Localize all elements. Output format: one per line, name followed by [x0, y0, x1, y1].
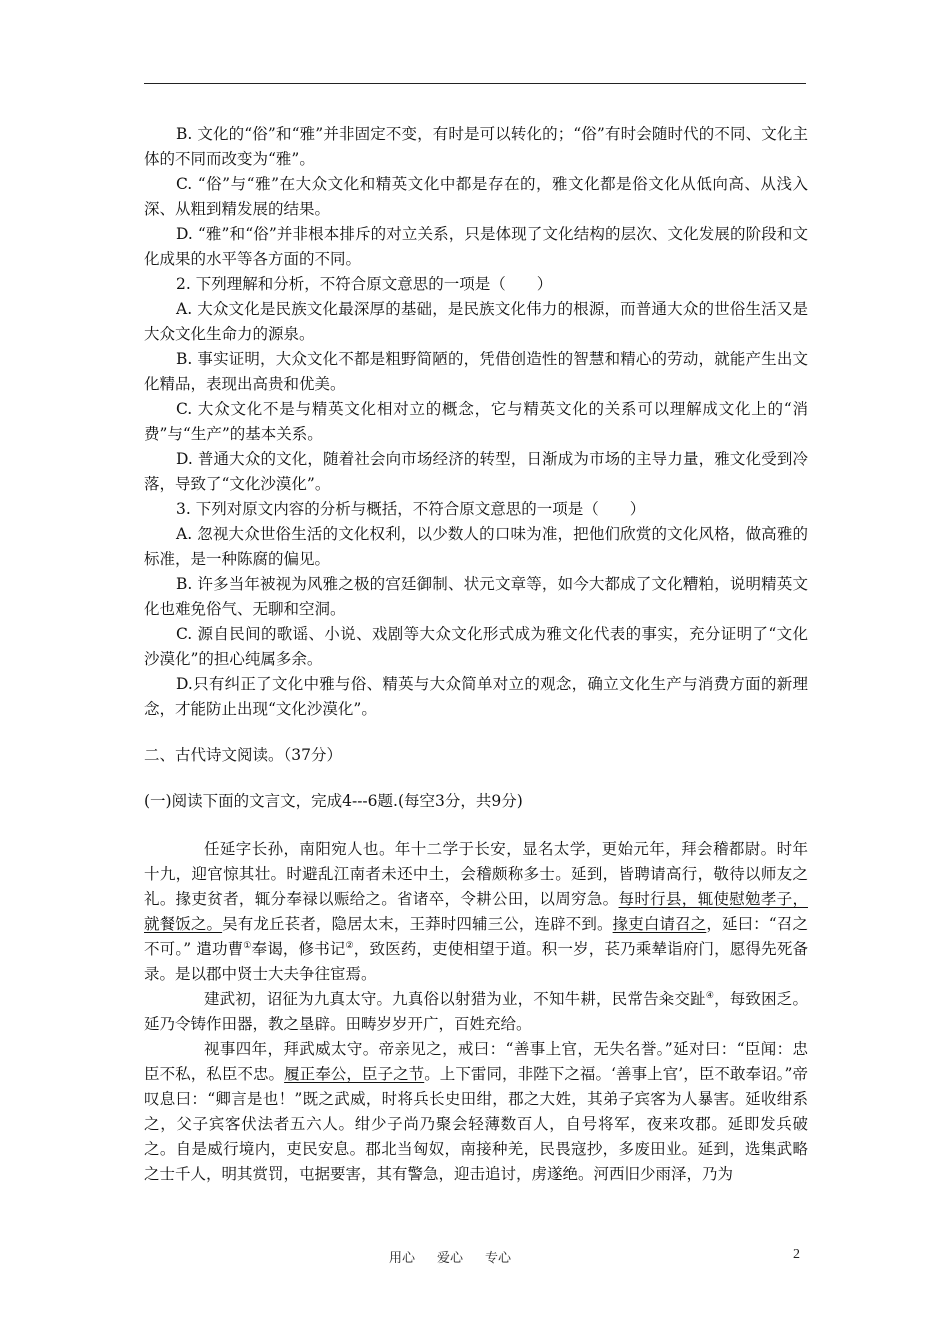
q2-option-c: C. 大众文化不是与精英文化相对立的概念，它与精英文化的关系可以理解成文化上的“消费”与“生产”的基本关系。: [144, 400, 808, 443]
q1-option-c: C. “俗”与“雅”在大众文化和精英文化中都是存在的，雅文化都是俗文化从低向高、从浅入深、从粗到精发展的结果。: [144, 175, 808, 218]
footnote-marker: ②: [345, 940, 354, 951]
underlined-sentence-3: 履正奉公，臣子之节: [284, 1065, 425, 1083]
q3-option-a: A. 忽视大众世俗生活的文化权利，以少数人的口味为准，把他们欣赏的文化风格，做高雅的标准，是一种陈腐的偏见。: [144, 525, 808, 568]
passage-paragraph-2: [144, 987, 808, 1037]
passage-text: 吴有龙丘苌者，隐居太末，王莽时四辅三公，连辟不到。: [222, 915, 613, 933]
motto-word: 用心: [389, 1251, 416, 1266]
passage-text: 视事四年，拜武威太守。帝亲见之，戒曰：“善事上官，无失名誉。”延对曰：“臣闻：忠臣不私，私臣不忠。: [144, 1040, 808, 1083]
q1-option-d: D. “雅”和“俗”并非根本排斥的对立关系，只是体现了文化结构的层次、文化发展的阶段和文化成果的水平等各方面的不同。: [144, 225, 808, 268]
passage-paragraph-3: [144, 1037, 808, 1187]
section-instruction: (一)阅读下面的文言文，完成4---6题.(每空3分，共9分): [144, 792, 523, 810]
passage-text: ，每致困乏。延乃令铸作田器，教之垦辟。田畴岁岁开广，百姓充给。: [144, 990, 808, 1033]
underlined-sentence-2: 掾吏白请召之: [612, 915, 707, 933]
passage-paragraph-1: [144, 837, 808, 987]
motto-word: 爱心: [437, 1251, 464, 1266]
footnote-marker: ④: [705, 990, 715, 1001]
underlined-sentence-1: 每时行县，辄使慰勉孝子，就餐饭之。: [144, 890, 808, 933]
q3-option-b: B. 许多当年被视为风雅之极的宫廷御制、状元文章等，如今大都成了文化糟粕，说明精英文化也难免俗气、无聊和空洞。: [144, 575, 808, 618]
section-title: 二、古代诗文阅读。（37分）: [144, 746, 342, 764]
q2-stem: 2. 下列理解和分析，不符合原文意思的一项是（ ）: [176, 275, 553, 293]
passage-text: 。上下雷同，非陛下之福。‘善事上官’，臣不敢奉诏。”帝叹息曰：“卿言是也！”既之武威，时将兵长史田绀，郡之大姓，其弟子宾客为人暴害。延收绀系之，父子宾客伏法者五六人。绀少子尚乃聚会轻薄数百人，自号将军，夜来攻郡。延即发兵破之。自是威行境内，吏民安息。郡北当匈奴，南接种羌，民畏寇抄，多废田业。延到，选集武略之士千人，明其赏罚，屯据要害，其有警急，迎击追讨，虏遂绝。河西旧少雨泽，乃为: [144, 1065, 808, 1183]
classical-passage: [144, 837, 808, 1187]
footer-motto: [389, 1247, 533, 1266]
q3-stem: 3. 下列对原文内容的分析与概括，不符合原文意思的一项是（ ）: [176, 500, 646, 518]
motto-word: 专心: [485, 1251, 512, 1266]
passage-text: ，延曰：“召之不可。” 遣功曹: [144, 915, 808, 958]
q2-option-d: D. 普通大众的文化，随着社会向市场经济的转型，日渐成为市场的主导力量，雅文化受到冷落，导致了“文化沙漠化”。: [144, 450, 808, 493]
page-content: [144, 122, 808, 1187]
passage-text: 奉谒，修书记: [251, 940, 346, 958]
q3-option-d: D.只有纠正了文化中雅与俗、精英与大众简单对立的观念，确立文化生产与消费方面的新理念，才能防止出现“文化沙漠化”。: [144, 675, 808, 718]
q3-option-c: C. 源自民间的歌谣、小说、戏剧等大众文化形式成为雅文化代表的事实，充分证明了“文化沙漠化”的担心纯属多余。: [144, 625, 808, 668]
q2-option-b: B. 事实证明，大众文化不都是粗野简陋的，凭借创造性的智慧和精心的劳动，就能产生出文化精品，表现出高贵和优美。: [144, 350, 808, 393]
q2-option-a: A. 大众文化是民族文化最深厚的基础，是民族文化伟力的根源，而普通大众的世俗生活又是大众文化生命力的源泉。: [144, 300, 808, 343]
passage-text: 建武初，诏征为九真太守。九真俗以射猎为业，不知牛耕，民常告籴交趾: [204, 990, 706, 1008]
passage-text: 任延字长孙，南阳宛人也。年十二学于长安，显名太学，更始元年，拜会稽都尉。时年十九，迎官惊其壮。时避乱江南者未还中土，会稽颇称多士。延到，皆聘请高行，敬待以师友之礼。掾吏贫者，辄分奉禄以赈给之。省诸卒，令耕公田，以周穷急。: [144, 840, 808, 908]
footnote-marker: ①: [243, 940, 252, 951]
q1-option-b: B. 文化的“俗”和“雅”并非固定不变，有时是可以转化的；“俗”有时会随时代的不同、文化主体的不同而改变为“雅”。: [144, 125, 808, 168]
header-rule: [144, 83, 806, 84]
page-number: 2: [793, 1247, 800, 1262]
passage-text: ，致医药，吏使相望于道。积一岁，苌乃乘辇诣府门，愿得先死备录。是以郡中贤士大夫争往宦焉。: [144, 940, 808, 983]
